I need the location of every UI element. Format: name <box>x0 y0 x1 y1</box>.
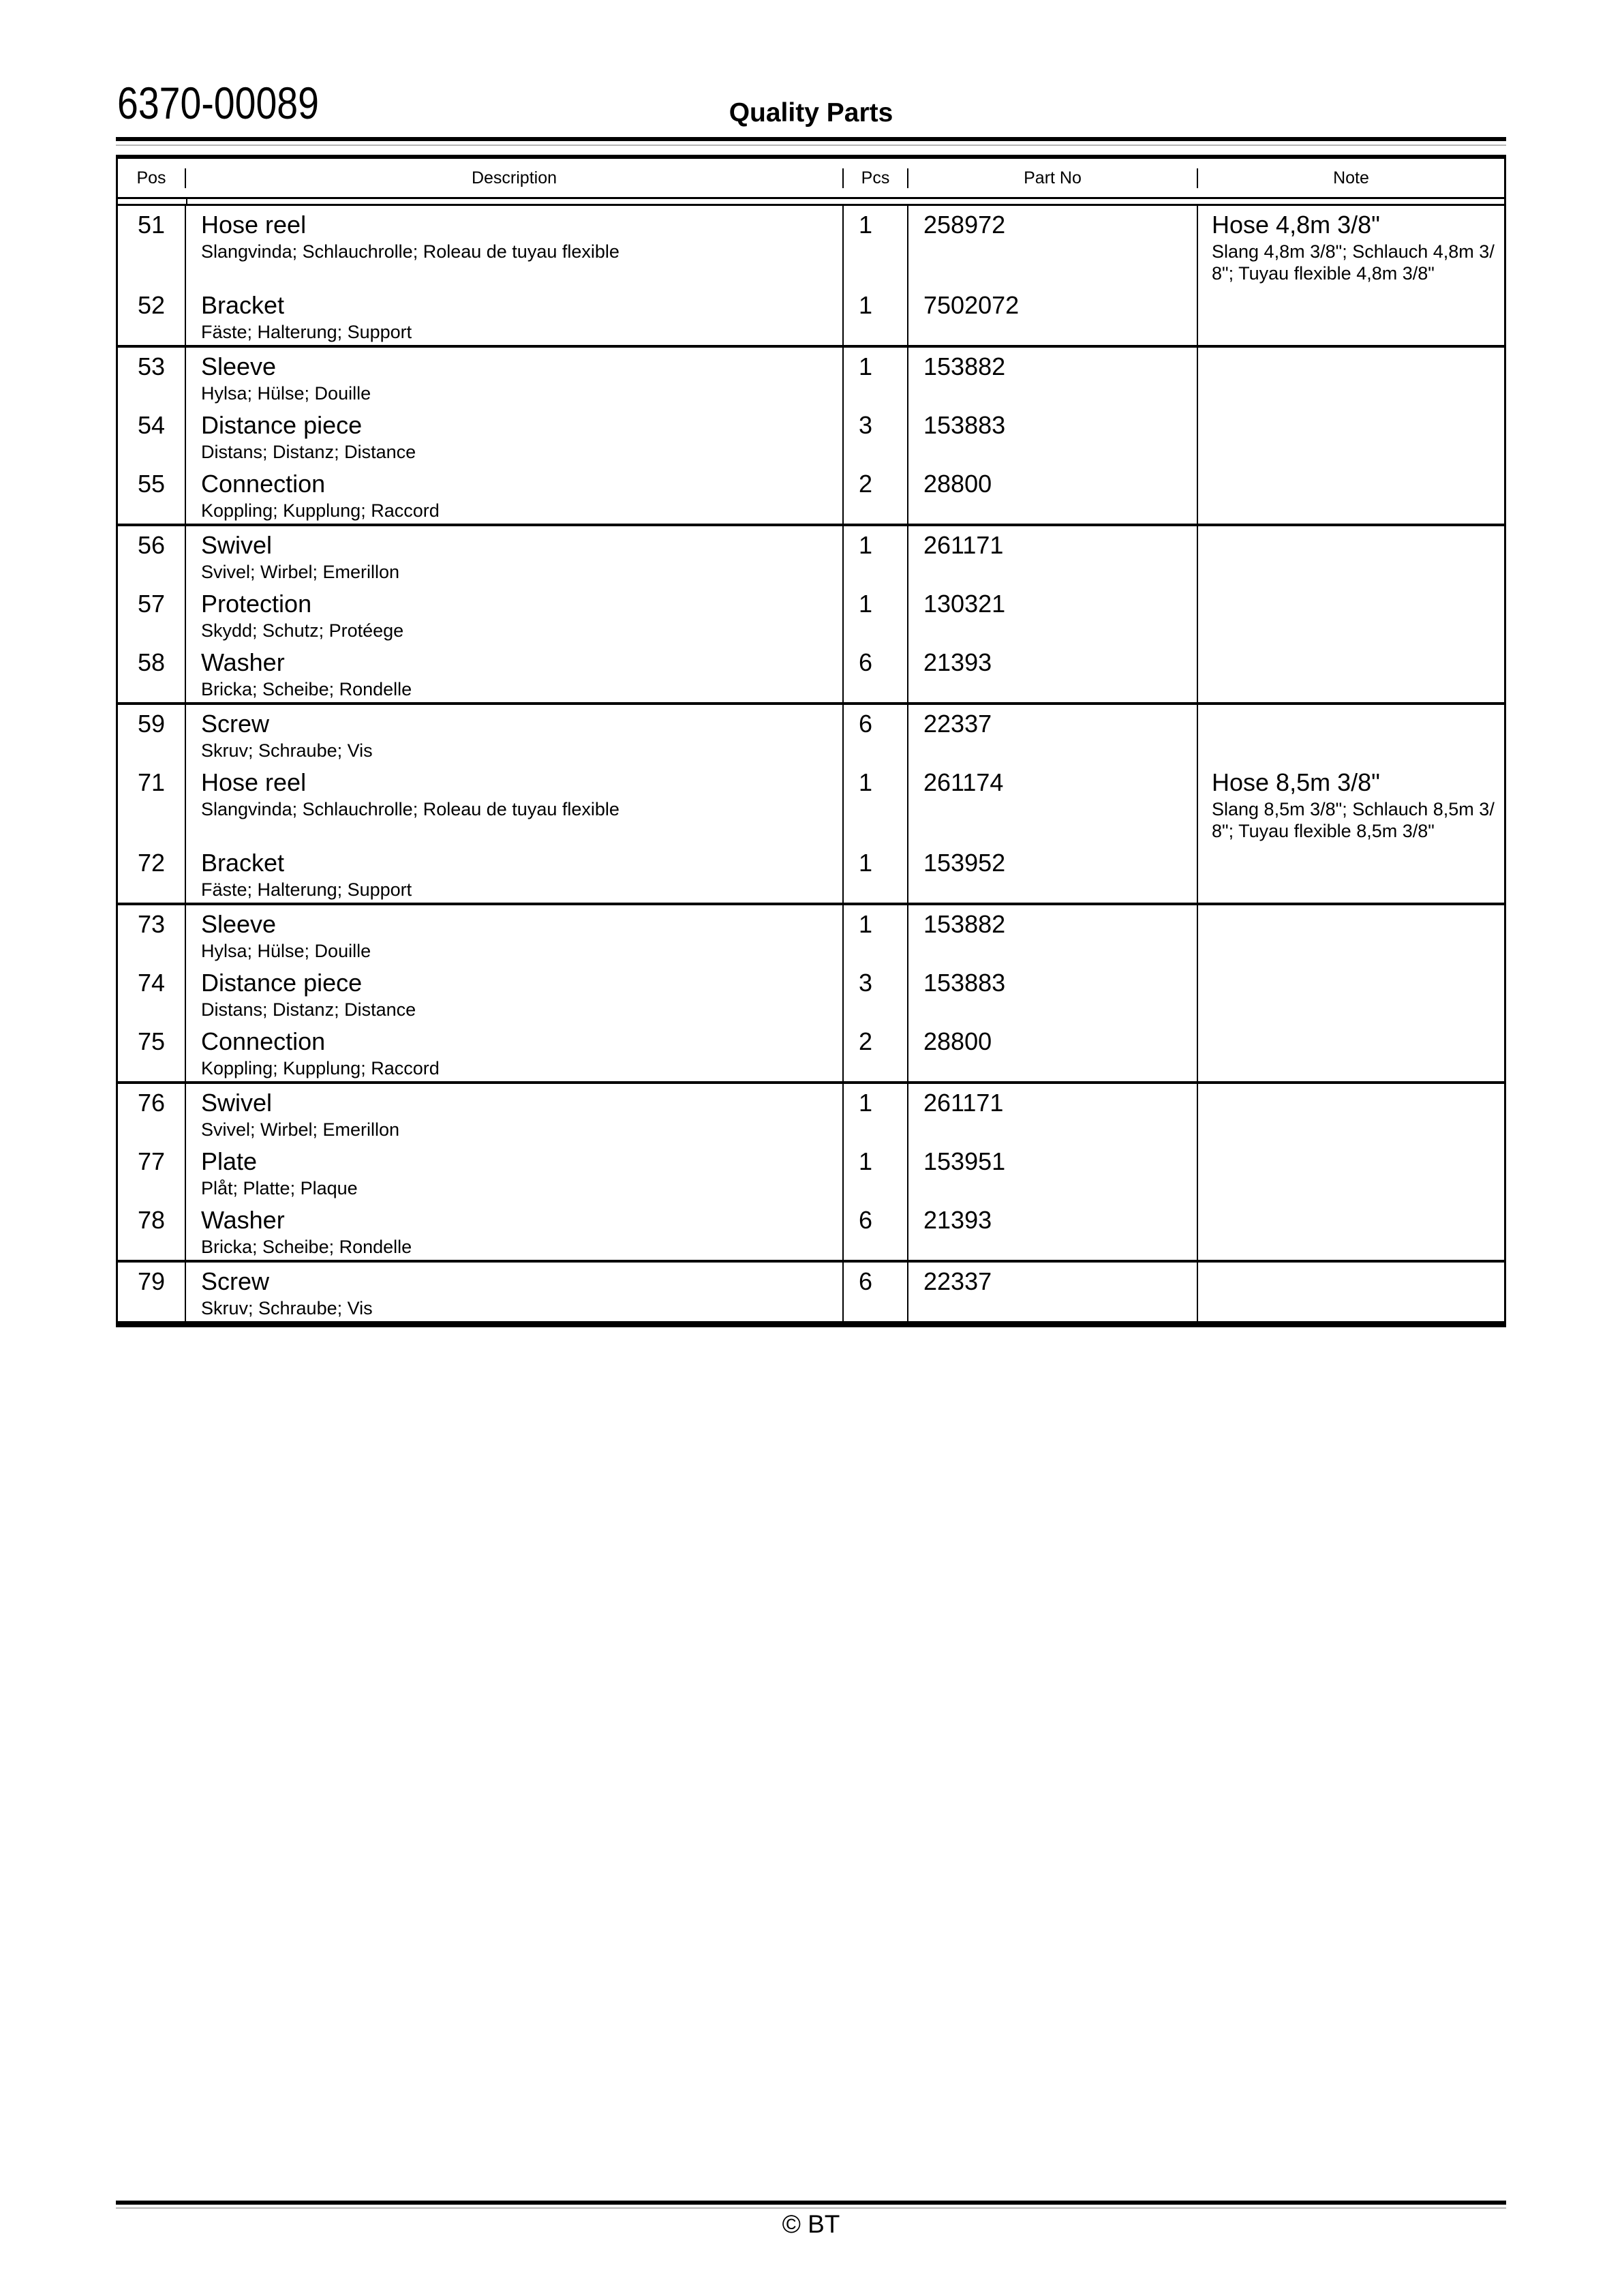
table-header-row <box>118 159 1504 199</box>
header-rule <box>116 137 1506 141</box>
description-cell <box>186 705 844 764</box>
description-main: Sleeve <box>201 352 277 380</box>
description-main: Screw <box>201 710 270 738</box>
description-sub: Slangvinda; Schlauchrolle; Roleau de tuyau flexible <box>201 241 619 262</box>
note-cell <box>1198 905 1504 964</box>
description-sub: Koppling; Kupplung; Raccord <box>201 500 440 521</box>
description-cell <box>186 406 844 465</box>
table-row <box>118 206 1504 286</box>
description-main: Connection <box>201 470 326 498</box>
part-no-cell: 7502072 <box>908 286 1198 345</box>
description-sub: Distans; Distanz; Distance <box>201 442 416 462</box>
pcs-cell: 1 <box>844 764 908 844</box>
pcs-cell: 1 <box>844 286 908 345</box>
col-header-description: Description <box>186 168 844 188</box>
table-group <box>118 524 1504 702</box>
table-row <box>118 1023 1504 1081</box>
pcs-cell: 6 <box>844 644 908 702</box>
description-sub: Svivel; Wirbel; Emerillon <box>201 1119 400 1140</box>
table-group <box>118 702 1504 903</box>
description-cell <box>186 585 844 644</box>
description-main: Hose reel <box>201 768 307 796</box>
description-sub: Bricka; Scheibe; Rondelle <box>201 1237 412 1257</box>
description-sub: Skydd; Schutz; Protéege <box>201 620 404 641</box>
description-sub: Skruv; Schraube; Vis <box>201 1298 373 1318</box>
pcs-cell: 2 <box>844 1023 908 1081</box>
pos-cell: 51 <box>118 206 186 286</box>
pcs-cell: 1 <box>844 348 908 406</box>
description-main: Bracket <box>201 849 285 877</box>
pos-cell: 72 <box>118 844 186 903</box>
pos-cell: 71 <box>118 764 186 844</box>
pcs-cell: 2 <box>844 465 908 524</box>
pos-cell: 78 <box>118 1201 186 1260</box>
note-cell <box>1198 348 1504 406</box>
table-row <box>118 644 1504 702</box>
part-no-cell: 22337 <box>908 705 1198 764</box>
description-main: Screw <box>201 1267 270 1295</box>
description-sub: Svivel; Wirbel; Emerillon <box>201 562 400 582</box>
double-rule-pos-segment <box>118 199 187 204</box>
description-cell <box>186 844 844 903</box>
pcs-cell: 6 <box>844 705 908 764</box>
table-row <box>118 526 1504 585</box>
note-cell <box>1198 964 1504 1023</box>
footer-rule-shadow <box>116 2207 1506 2209</box>
description-cell <box>186 764 844 844</box>
note-cell <box>1198 585 1504 644</box>
table-row <box>118 964 1504 1023</box>
table-body <box>118 206 1504 1321</box>
note-cell <box>1198 844 1504 903</box>
table-row <box>118 764 1504 844</box>
pos-cell: 76 <box>118 1084 186 1143</box>
table-group <box>118 1260 1504 1321</box>
part-no-cell: 261171 <box>908 1084 1198 1143</box>
col-header-note: Note <box>1333 168 1369 187</box>
description-sub: Fäste; Halterung; Support <box>201 879 412 900</box>
table-row <box>118 465 1504 524</box>
pos-cell: 59 <box>118 705 186 764</box>
note-cell <box>1198 1084 1504 1143</box>
table-row <box>118 905 1504 964</box>
table-row <box>118 1084 1504 1143</box>
note-main: Hose 8,5m 3/8" <box>1212 768 1380 796</box>
description-main: Washer <box>201 648 285 676</box>
pos-cell: 55 <box>118 465 186 524</box>
part-no-cell: 153883 <box>908 964 1198 1023</box>
description-cell <box>186 206 844 286</box>
description-main: Connection <box>201 1027 326 1055</box>
doc-number: 6370-00089 <box>117 78 319 128</box>
note-cell <box>1198 764 1504 844</box>
parts-table <box>116 155 1506 1327</box>
table-row <box>118 1201 1504 1260</box>
part-no-cell: 153883 <box>908 406 1198 465</box>
header-rule-shadow <box>116 145 1506 146</box>
description-main: Swivel <box>201 1089 273 1117</box>
description-cell <box>186 465 844 524</box>
table-row <box>118 1143 1504 1201</box>
description-sub: Slangvinda; Schlauchrolle; Roleau de tuyau flexible <box>201 799 619 819</box>
description-main: Plate <box>201 1147 258 1175</box>
part-no-cell: 153882 <box>908 348 1198 406</box>
description-sub: Bricka; Scheibe; Rondelle <box>201 679 412 699</box>
pos-cell: 57 <box>118 585 186 644</box>
description-cell <box>186 1201 844 1260</box>
note-sub-line: 8"; Tuyau flexible 4,8m 3/8" <box>1212 263 1435 284</box>
table-row <box>118 585 1504 644</box>
table-group <box>118 903 1504 1081</box>
pcs-cell: 1 <box>844 844 908 903</box>
description-main: Protection <box>201 590 312 618</box>
part-no-cell: 21393 <box>908 644 1198 702</box>
pcs-cell: 1 <box>844 206 908 286</box>
note-sub-line: Slang 8,5m 3/8"; Schlauch 8,5m 3/ <box>1212 799 1495 819</box>
description-main: Washer <box>201 1206 285 1234</box>
description-cell <box>186 1143 844 1201</box>
part-no-cell: 261174 <box>908 764 1198 844</box>
table-row <box>118 348 1504 406</box>
description-main: Distance piece <box>201 411 363 439</box>
note-cell <box>1198 1023 1504 1081</box>
table-row <box>118 406 1504 465</box>
pos-cell: 53 <box>118 348 186 406</box>
note-cell <box>1198 206 1504 286</box>
col-header-pos: Pos <box>118 168 186 188</box>
note-sub-line: 8"; Tuyau flexible 8,5m 3/8" <box>1212 821 1435 841</box>
description-main: Swivel <box>201 531 273 559</box>
description-sub: Hylsa; Hülse; Douille <box>201 383 371 404</box>
description-cell <box>186 1084 844 1143</box>
pos-cell: 73 <box>118 905 186 964</box>
description-sub: Koppling; Kupplung; Raccord <box>201 1058 440 1078</box>
note-sub-line: Slang 4,8m 3/8"; Schlauch 4,8m 3/ <box>1212 241 1495 262</box>
note-cell <box>1198 705 1504 764</box>
part-no-cell: 28800 <box>908 1023 1198 1081</box>
description-sub: Plåt; Platte; Plaque <box>201 1178 358 1198</box>
table-group <box>118 206 1504 345</box>
footer-rule <box>116 2201 1506 2205</box>
pos-cell: 77 <box>118 1143 186 1201</box>
pcs-cell: 1 <box>844 526 908 585</box>
pos-cell: 52 <box>118 286 186 345</box>
description-sub: Distans; Distanz; Distance <box>201 999 416 1020</box>
note-cell <box>1198 286 1504 345</box>
description-cell <box>186 526 844 585</box>
col-header-part-no: Part No <box>908 168 1198 188</box>
part-no-cell: 22337 <box>908 1263 1198 1321</box>
part-no-cell: 153882 <box>908 905 1198 964</box>
note-main: Hose 4,8m 3/8" <box>1212 211 1380 239</box>
header-double-rule <box>118 199 1504 206</box>
note-cell <box>1198 644 1504 702</box>
table-row <box>118 844 1504 903</box>
pcs-cell: 1 <box>844 585 908 644</box>
description-cell <box>186 964 844 1023</box>
note-cell <box>1198 1263 1504 1321</box>
description-sub: Skruv; Schraube; Vis <box>201 740 373 761</box>
pcs-cell: 3 <box>844 406 908 465</box>
description-cell <box>186 348 844 406</box>
part-no-cell: 130321 <box>908 585 1198 644</box>
note-cell <box>1198 1201 1504 1260</box>
description-main: Sleeve <box>201 910 277 938</box>
table-group <box>118 345 1504 524</box>
description-main: Hose reel <box>201 211 307 239</box>
pcs-cell: 3 <box>844 964 908 1023</box>
pos-cell: 58 <box>118 644 186 702</box>
footer-copyright: © BT <box>782 2210 840 2238</box>
note-cell <box>1198 526 1504 585</box>
table-row <box>118 1263 1504 1321</box>
pcs-cell: 1 <box>844 1084 908 1143</box>
table-group <box>118 1081 1504 1260</box>
table-row <box>118 286 1504 345</box>
table-row <box>118 705 1504 764</box>
description-sub: Fäste; Halterung; Support <box>201 322 412 342</box>
note-cell <box>1198 1143 1504 1201</box>
description-cell <box>186 1263 844 1321</box>
pcs-cell: 6 <box>844 1263 908 1321</box>
description-cell <box>186 1023 844 1081</box>
description-cell <box>186 905 844 964</box>
col-header-pcs: Pcs <box>844 168 908 188</box>
part-no-cell: 21393 <box>908 1201 1198 1260</box>
description-cell <box>186 644 844 702</box>
part-no-cell: 258972 <box>908 206 1198 286</box>
description-cell <box>186 286 844 345</box>
pos-cell: 74 <box>118 964 186 1023</box>
description-main: Distance piece <box>201 969 363 997</box>
part-no-cell: 153952 <box>908 844 1198 903</box>
note-cell <box>1198 465 1504 524</box>
part-no-cell: 261171 <box>908 526 1198 585</box>
page-title: Quality Parts <box>729 98 893 127</box>
pcs-cell: 6 <box>844 1201 908 1260</box>
pos-cell: 54 <box>118 406 186 465</box>
description-sub: Hylsa; Hülse; Douille <box>201 941 371 961</box>
pcs-cell: 1 <box>844 1143 908 1201</box>
part-no-cell: 153951 <box>908 1143 1198 1201</box>
pos-cell: 56 <box>118 526 186 585</box>
note-cell <box>1198 406 1504 465</box>
pcs-cell: 1 <box>844 905 908 964</box>
pos-cell: 79 <box>118 1263 186 1321</box>
description-main: Bracket <box>201 291 285 319</box>
part-no-cell: 28800 <box>908 465 1198 524</box>
pos-cell: 75 <box>118 1023 186 1081</box>
